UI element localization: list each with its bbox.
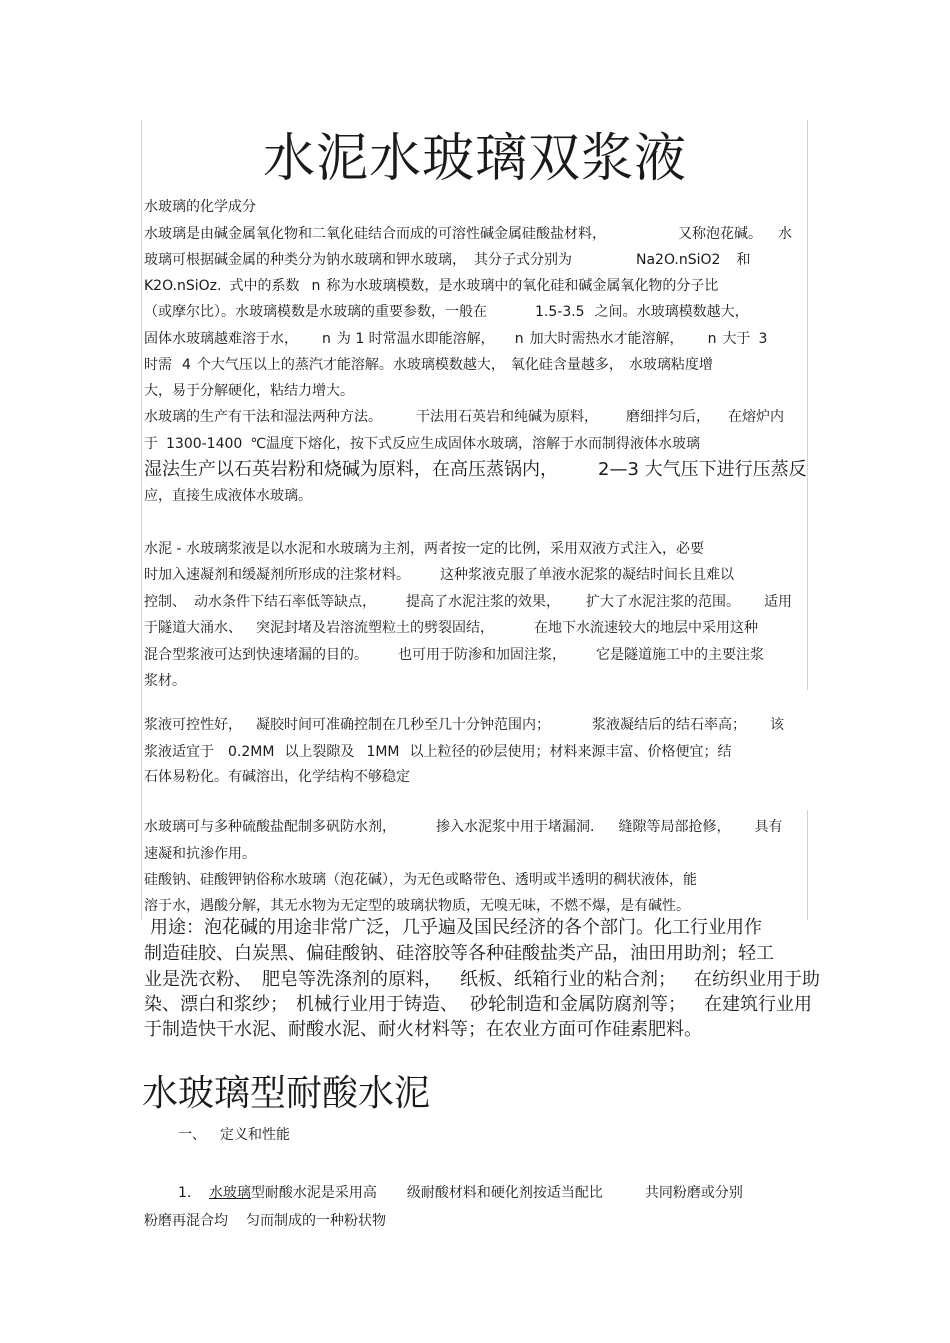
text-span: 砂轮制造和金属防腐剂等；: [470, 994, 686, 1015]
list-item-heading: [178, 1126, 290, 1144]
text-span: （或摩尔比）。水玻璃模数是水玻璃的重要参数，一般在: [144, 304, 487, 320]
text-span: 缝隙等局部抢修，: [618, 819, 731, 835]
text-span: 2—3 大气压下进行压蒸反: [598, 459, 807, 480]
text-span: 凝胶时间可准确控制在几秒至几十分钟范围内；: [256, 717, 550, 733]
paragraph-line: [144, 356, 713, 374]
text-span: n: [514, 331, 524, 347]
paragraph-line: [144, 818, 782, 836]
text-span: 浆液适宜于: [144, 744, 214, 760]
text-span: 共同粉磨或分别: [644, 1185, 743, 1201]
text-span: 4: [182, 357, 191, 373]
paragraph-line: 用途：泡花碱的用途非常广泛，几乎遍及国民经济的各个部门。化工行业用作: [150, 917, 762, 938]
underlined-term: 水玻璃: [208, 1185, 251, 1201]
text-span: 固体水玻璃越难溶于水，: [144, 331, 298, 347]
text-span: 个大气压以上的蒸汽才能溶解。水玻璃模数越大，: [196, 357, 505, 373]
paragraph-line: [144, 646, 764, 664]
text-span: 它是隧道施工中的主要注浆: [596, 647, 764, 663]
list-number: 1．: [178, 1185, 201, 1201]
text-span: 湿法生产以石英岩粉和烧碱为原料，: [144, 459, 432, 480]
text-span: 水玻璃粘度增: [628, 357, 713, 373]
text-span: 称为水玻璃模数，是水玻璃中的氧化硅和碱金属氧化物的分子比: [326, 278, 719, 294]
text-span: 为 1 时常温水即能溶解，: [336, 331, 495, 347]
text-span: 在纺织业用于助: [694, 969, 820, 990]
text-span: 水: [778, 226, 792, 242]
text-span: 扩大了水泥注浆的范围。: [586, 594, 740, 610]
paragraph-line: [144, 566, 734, 584]
text-span: 匀而制成的一种粉状物: [246, 1213, 386, 1229]
text-span: 浆液凝结后的结石率高；: [592, 717, 746, 733]
text-span: 水玻璃的生产有干法和湿法两种方法。: [144, 409, 382, 425]
paragraph-line: [144, 435, 700, 453]
text-span: 时需: [144, 357, 172, 373]
text-span: 0.2MM: [228, 744, 275, 760]
text-span: 控制、: [144, 594, 186, 610]
text-span: 于隧道大涌水、: [144, 620, 242, 636]
text-span: 业是洗衣粉、: [144, 969, 252, 990]
text-span: 水玻璃是由碱金属氧化物和二氧化硅结合而成的可溶性碱金属硅酸盐材料，: [144, 226, 606, 242]
text-span: 在熔炉内: [728, 409, 784, 425]
text-span: 在高压蒸锅内，: [432, 459, 558, 480]
text-span: 粉磨再混合均: [144, 1213, 228, 1229]
text-span: 1MM: [366, 744, 400, 760]
text-span: 在地下水流速较大的地层中采用这种: [534, 620, 758, 636]
text-span: 肥皂等洗涤剂的原料，: [262, 969, 442, 990]
paragraph-line: [144, 619, 758, 637]
page-border-right: [807, 120, 808, 690]
paragraph-line: [144, 716, 784, 734]
text-span: K2O.nSiOz.: [144, 278, 222, 294]
text-span: 掺入水泥浆中用于堵漏洞.: [436, 819, 595, 835]
text-span: 水玻璃可与多种硫酸盐配制多矾防水剂，: [144, 819, 396, 835]
text-span: 3: [758, 331, 768, 347]
text-span: 式中的系数: [229, 278, 300, 294]
text-span: 这种浆液克服了单液水泥浆的凝结时间长且难以: [440, 567, 734, 583]
text-span: 又称泡花碱。: [678, 226, 762, 242]
text-span: 机械行业用于铸造、: [296, 994, 458, 1015]
document-title: 水泥水玻璃双浆液: [262, 129, 687, 189]
paragraph-line: [178, 1184, 743, 1202]
text-span: 氧化硅含量越多，: [510, 357, 623, 373]
text-span: n: [322, 331, 331, 347]
text-span: 于: [144, 436, 158, 452]
paragraph-line: [144, 303, 749, 321]
paragraph-line: [144, 408, 784, 426]
text-span: 纸板、纸箱行业的粘合剂；: [460, 969, 676, 990]
paragraph-line: 石体易粉化。有碱溶出，化学结构不够稳定: [144, 769, 410, 785]
text-span: 动水条件下结石率低等缺点，: [194, 594, 376, 610]
text-span: 以上粒径的砂层使用；材料来源丰富、价格便宜；结: [409, 744, 732, 760]
text-span: 在建筑行业用: [704, 994, 812, 1015]
text-span: 加大时需热水才能溶解，: [529, 331, 684, 347]
text-span: 之间。水玻璃模数越大，: [594, 304, 749, 320]
text-span: 1300-1400: [166, 436, 243, 452]
text-span: 适用: [764, 594, 792, 610]
paragraph-line: [144, 330, 767, 348]
paragraph-line: 硅酸钠、硅酸钾钠俗称水玻璃（泡花碱），为无色或略带色、透明或半透明的稠状液体，能: [144, 872, 697, 888]
page-border-left: [141, 120, 142, 920]
text-span: 也可用于防渗和加固注浆，: [398, 647, 566, 663]
text-span: 突泥封堵及岩溶流塑粒土的劈裂固结，: [256, 620, 494, 636]
paragraph-line: 溶于水，遇酸分解，其无水物为无定型的玻璃状物质，无嗅无味，不燃不爆，是有碱性。: [144, 898, 690, 914]
text-span: ℃温度下熔化，按下式反应生成固体水玻璃，溶解于水而制得液体水玻璃: [250, 436, 701, 452]
text-span: 干法用石英岩和纯碱为原料，: [416, 409, 598, 425]
paragraph-line: 水泥 - 水玻璃浆液是以水泥和水玻璃为主剂，两者按一定的比例，采用双液方式注入，必要: [144, 541, 704, 557]
text-span: Na2O.nSiO2: [636, 252, 721, 268]
text-span: 磨细拌匀后，: [626, 409, 710, 425]
text-span: 以上裂隙及: [284, 744, 355, 760]
text-span: n: [311, 278, 321, 294]
text-span: 1.5-3.5: [535, 304, 585, 320]
section-title-acid-resistant-cement: 水玻璃型耐酸水泥: [142, 1073, 431, 1114]
text-span: 其分子式分别为: [474, 252, 572, 268]
text-span: 玻璃可根据碱金属的种类分为钠水玻璃和钾水玻璃，: [144, 252, 466, 268]
page-border-right-lower: [807, 810, 808, 920]
paragraph-line: [144, 993, 812, 1017]
text-span: n: [707, 331, 717, 347]
list-item-label: 定义和性能: [220, 1127, 290, 1143]
paragraph-line: 浆材。: [144, 673, 186, 689]
paragraph-line: [144, 1212, 386, 1230]
paragraph-line: [144, 251, 750, 269]
text-span: 型耐酸水泥是采用高: [250, 1185, 377, 1201]
paragraph-line: [144, 743, 732, 761]
paragraph-line: 大，易于分解硬化，粘结力增大。: [144, 383, 354, 399]
section-heading-chemistry: 水玻璃的化学成分: [144, 199, 256, 215]
paragraph-line: [144, 458, 807, 482]
paragraph-line: [144, 593, 792, 611]
text-span: 该: [770, 717, 784, 733]
text-span: 和: [736, 252, 751, 268]
text-span: 大于: [722, 331, 751, 347]
paragraph-line: [144, 277, 718, 295]
text-span: 时加入速凝剂和缓凝剂所形成的注浆材料。: [144, 567, 410, 583]
text-span: 级耐酸材料和硬化剂按适当配比: [406, 1185, 603, 1201]
text-span: 具有: [754, 819, 783, 835]
list-marker: 一、: [178, 1127, 206, 1143]
paragraph-line: 应，直接生成液体水玻璃。: [144, 488, 312, 504]
paragraph-line: 制造硅胶、白炭黑、偏硅酸钠、硅溶胶等各种硅酸盐类产品，油田用助剂；轻工: [144, 943, 774, 964]
paragraph-line: [144, 968, 820, 992]
text-span: 浆液可控性好，: [144, 717, 242, 733]
paragraph-line: 速凝和抗渗作用。: [144, 846, 256, 862]
text-span: 混合型浆液可达到快速堵漏的目的。: [144, 647, 368, 663]
text-span: 提高了水泥注浆的效果，: [406, 594, 560, 610]
paragraph-line: 于制造快干水泥、耐酸水泥、耐火材料等；在农业方面可作硅素肥料。: [144, 1019, 702, 1040]
paragraph-line: [144, 225, 792, 243]
text-span: 染、漂白和浆纱；: [144, 994, 288, 1015]
